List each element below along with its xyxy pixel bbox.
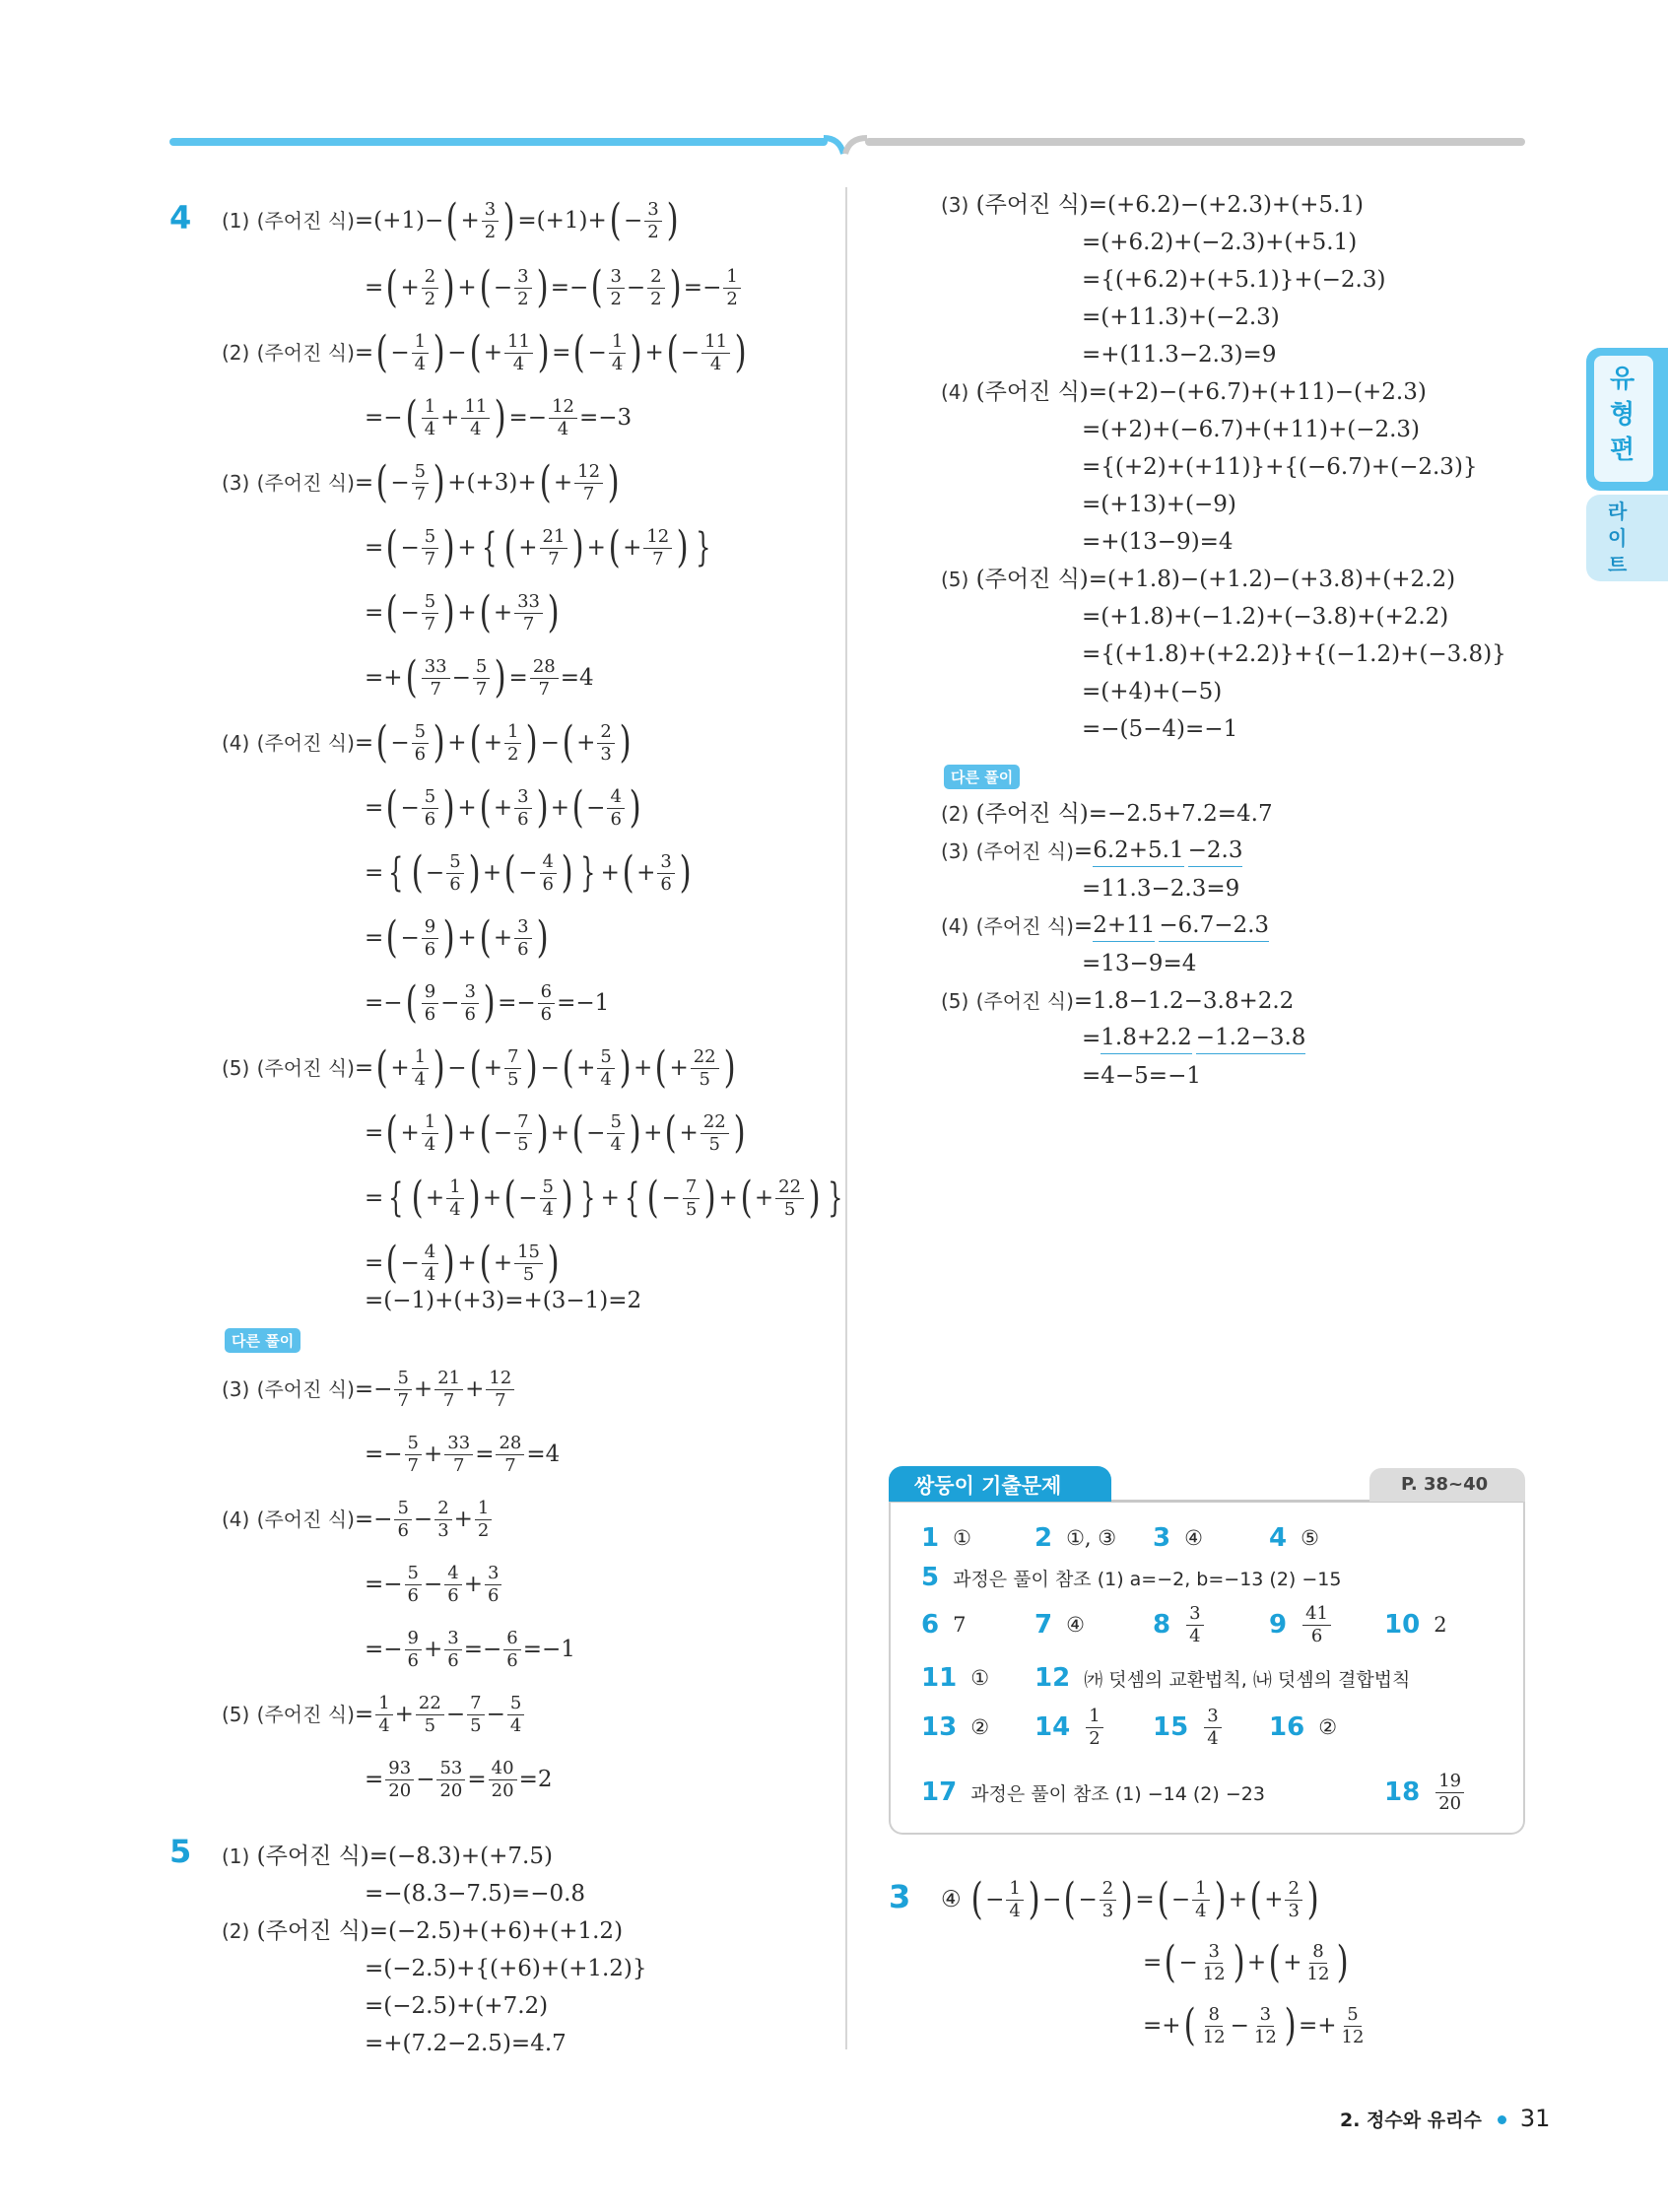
p4-1-line1: (1) (주어진 식) =(+1)− ( + $\frac{3}{2}$ ) =(+1)+ ( − $\frac{3}{2}$ ) — [222, 195, 679, 245]
p5-3-line2: =(+6.2)+(−2.3)+(+5.1) — [1082, 230, 1358, 255]
p4-4-line3: = { ( − $\frac{5}{6}$ ) + ( − $\frac{4}{6}$ ) } + ( + $\frac{3}{6}$ ) — [365, 847, 692, 898]
part-label: (1) — [222, 209, 250, 233]
part-label: (3) — [222, 471, 250, 495]
p4-2-line2: =− ( $\frac{1}{4}$ + $\frac{11}{4}$ ) =− $\frac{12}{4}$ =−3 — [365, 392, 633, 442]
sidebar-tab-type[interactable] — [1586, 348, 1668, 491]
answer-8: 8 $\frac{3}{4}$ — [1153, 1602, 1206, 1647]
answer-13: 13 ② — [921, 1712, 990, 1742]
p5-4-line1: (4) (주어진 식)=(+2)−(+6.7)+(+11)−(+2.3) — [941, 379, 1427, 405]
alt5-result: =2 — [518, 1767, 553, 1792]
p4-5-line1: (5) (주어진 식) = ( + $\frac{1}{4}$ ) − ( + $\frac{7}{5}$ ) − ( + $\frac{5}{4}$ ) + ( + $\frac{22}{5}$ ) — [222, 1042, 736, 1093]
exam-title: 쌍둥이 기출문제 — [914, 1474, 1062, 1498]
p5-2-line2: =(−2.5)+{(+6)+(+1.2)} — [365, 1956, 647, 1981]
exam-pages-tab — [1369, 1468, 1525, 1502]
alt4-result: =−1 — [522, 1637, 575, 1662]
exam-pages: P. 38~40 — [1401, 1474, 1489, 1495]
p5-2-line1: (2) (주어진 식)=(−2.5)+(+6)+(+1.2) — [222, 1918, 624, 1944]
p4-3-line4: =+ ( $\frac{33}{7}$ − $\frac{5}{7}$ ) = $\frac{28}{7}$ =4 — [365, 652, 594, 703]
p4-3-line3: = ( − $\frac{5}{7}$ ) + ( + $\frac{33}{7}$ ) — [365, 587, 560, 637]
p4-alt4-line2: =− $\frac{5}{6}$ − $\frac{4}{6}$ + $\frac{3}{6}$ — [365, 1553, 503, 1616]
p5-5-line5: =−(5−4)=−1 — [1082, 716, 1238, 742]
problem-5-number: 5 — [169, 1833, 192, 1870]
p5-1-line2: =−(8.3−7.5)=−0.8 — [365, 1881, 586, 1907]
p5-alt3-line2: =11.3−2.3=9 — [1082, 876, 1240, 902]
p4-5-line3: = { ( + $\frac{1}{4}$ ) + ( − $\frac{5}{4}$ ) } + { ( − $\frac{7}{5}$ ) + ( + $\frac{22}{5}$ ) } — [365, 1173, 843, 1223]
p5-alt5-line3: =4−5=−1 — [1082, 1063, 1201, 1089]
header-bar — [0, 128, 1668, 168]
p4-5-line5: =(−1)+(+3)=+(3−1)=2 — [365, 1288, 642, 1313]
sidebar-tab-light-label: 라이트 — [1608, 500, 1628, 576]
p5-alt3-line1: (3) (주어진 식) = 6.2+5.1 −2.3 — [941, 834, 1242, 869]
answer-5: 5 과정은 풀이 참조 (1) a=−2, b=−13 (2) −15 — [921, 1563, 1342, 1592]
p4-alt3-line1: (3) (주어진 식) =− $\frac{5}{7}$ + $\frac{21}{7}$ + $\frac{12}{7}$ — [222, 1358, 516, 1421]
p5-2-line4: =+(7.2−2.5)=4.7 — [365, 2031, 567, 2056]
p5-5-line4: =(+4)+(−5) — [1082, 679, 1223, 704]
footer-chapter: 2. 정수와 유리수 — [1340, 2110, 1482, 2131]
p5-3-line1: (3) (주어진 식)=(+6.2)−(+2.3)+(+5.1) — [941, 192, 1364, 218]
p4-3-line1: (3) (주어진 식) = ( − $\frac{5}{7}$ ) +(+3)+ ( + $\frac{12}{7}$ ) — [222, 457, 620, 507]
alt-solution-tag: 다른 풀이 — [944, 765, 1020, 789]
p4-5-line2: = ( + $\frac{1}{4}$ ) + ( − $\frac{7}{5}$ ) + ( − $\frac{5}{4}$ ) + ( + $\frac{22}{5}$ ) — [365, 1107, 746, 1158]
p4-alt5-line1: (5) (주어진 식) = $\frac{1}{4}$ + $\frac{22}{5}$ − $\frac{7}{5}$ − $\frac{5}{4}$ — [222, 1683, 526, 1746]
part-label: (5) — [222, 1056, 250, 1080]
p5-2-line3: =(−2.5)+(+7.2) — [365, 1993, 549, 2019]
alt-solution-tag: 다른 풀이 — [225, 1328, 300, 1353]
p5-alt5-line2: = 1.8+2.2 −1.2−3.8 — [1082, 1021, 1305, 1056]
answer-3: 3 ④ — [1153, 1523, 1203, 1553]
p4-5-line4: = ( − $\frac{4}{4}$ ) + ( + $\frac{15}{5}$ ) — [365, 1238, 560, 1288]
p3-line3: =+ ( $\frac{8}{12}$ − $\frac{3}{12}$ ) =+ $\frac{5}{12}$ — [1143, 2000, 1365, 2050]
p4-4-line1: (4) (주어진 식) = ( − $\frac{5}{6}$ ) + ( + $\frac{1}{2}$ ) − ( + $\frac{2}{3}$ ) — [222, 717, 632, 768]
given-label: (주어진 식) — [256, 1703, 355, 1726]
sidebar-tab-light[interactable] — [1586, 495, 1668, 581]
p4-1-line2: = ( + $\frac{2}{2}$ ) + ( − $\frac{3}{2}$ ) =− ( $\frac{3}{2}$ − $\frac{2}{2}$ ) =− $\frac{1}{2}$ — [365, 256, 743, 319]
answer-6: 6 7 — [921, 1610, 967, 1640]
p5-alt4-line1: (4) (주어진 식) = 2+11 −6.7−2.3 — [941, 908, 1269, 944]
answer-11: 11 ① — [921, 1663, 990, 1693]
answer-7: 7 ④ — [1034, 1610, 1085, 1640]
p4-alt4-line3: =− $\frac{9}{6}$ + $\frac{3}{6}$ =− $\frac{6}{6}$ =−1 — [365, 1627, 575, 1671]
p5-4-line5: =+(13−9)=4 — [1082, 529, 1234, 555]
given-label: (주어진 식) — [256, 1056, 355, 1080]
part-label: (2) — [222, 341, 250, 365]
answer-4: 4 ⑤ — [1269, 1523, 1319, 1553]
p5-4-line2: =(+2)+(−6.7)+(+11)+(−2.3) — [1082, 417, 1421, 442]
problem-3-number: 3 — [889, 1878, 911, 1915]
given-label: (주어진 식) — [256, 209, 355, 233]
answer-9: 9 $\frac{41}{6}$ — [1269, 1602, 1333, 1647]
answer-16: 16 ② — [1269, 1712, 1338, 1742]
p5-5-line2: =(+1.8)+(−1.2)+(−3.8)+(+2.2) — [1082, 604, 1449, 630]
answer-2: 2 ①, ③ — [1034, 1523, 1117, 1553]
sidebar-tab-type-label: 유형편 — [1610, 365, 1635, 465]
p4-alt5-line2: = $\frac{93}{20}$ − $\frac{53}{20}$ = $\frac{40}{20}$ =2 — [365, 1757, 553, 1801]
p4-alt3-line2: =− $\frac{5}{7}$ + $\frac{33}{7}$ = $\frac{28}{7}$ =4 — [365, 1432, 561, 1476]
p3-line1: ④ ( − $\frac{1}{4}$ ) − ( − $\frac{2}{3}$ ) = ( − $\frac{1}{4}$ ) + ( + $\frac{2}{3}$ ) — [941, 1874, 1319, 1924]
footer — [1340, 2105, 1550, 2132]
p5-3-line5: =+(11.3−2.3)=9 — [1082, 342, 1277, 368]
column-divider — [845, 187, 847, 2049]
choice-4: ④ — [941, 1887, 962, 1912]
p3-line2: = ( − $\frac{3}{12}$ ) + ( + $\frac{8}{12}$ ) — [1143, 1937, 1350, 1987]
p5-alt4-line2: =13−9=4 — [1082, 951, 1197, 976]
problem-4-number: 4 — [169, 199, 192, 236]
p5-4-line4: =(+13)+(−9) — [1082, 492, 1236, 517]
given-label: (주어진 식) — [256, 471, 355, 495]
answer-12: 12 ㈎ 덧셈의 교환법칙, ㈏ 덧셈의 결합법칙 — [1034, 1663, 1411, 1693]
p4-2-line1: (2) (주어진 식) = ( − $\frac{1}{4}$ ) − ( + $\frac{11}{4}$ ) = ( − $\frac{1}{4}$ ) + ( − $\frac{11}{4}$ ) — [222, 327, 747, 377]
p4-4-line4: = ( − $\frac{9}{6}$ ) + ( + $\frac{3}{6}$ ) — [365, 912, 549, 963]
given-label: (주어진 식) — [256, 1377, 355, 1401]
p4-3-line2: = ( − $\frac{5}{7}$ ) + { ( + $\frac{21}{7}$ ) + ( + $\frac{12}{7}$ ) } — [365, 522, 711, 572]
p4-4-line2: = ( − $\frac{5}{6}$ ) + ( + $\frac{3}{6}$ ) + ( − $\frac{4}{6}$ ) — [365, 782, 641, 833]
exam-title-tab — [889, 1466, 1111, 1502]
footer-dot-icon — [1498, 2115, 1506, 2124]
p5-alt5-line1: (5) (주어진 식) =1.8−1.2−3.8+2.2 — [941, 988, 1295, 1014]
p5-3-line4: =(+11.3)+(−2.3) — [1082, 304, 1280, 330]
answer-10: 10 2 — [1384, 1610, 1447, 1640]
answer-1: 1 ① — [921, 1523, 971, 1553]
p5-5-line3: ={(+1.8)+(+2.2)}+{(−1.2)+(−3.8)} — [1082, 641, 1506, 667]
p5-3-line3: ={(+6.2)+(+5.1)}+(−2.3) — [1082, 267, 1386, 293]
answer-17: 17 과정은 풀이 참조 (1) −14 (2) −23 — [921, 1777, 1265, 1807]
answer-15: 15 $\frac{3}{4}$ — [1153, 1705, 1224, 1750]
page-number: 31 — [1519, 2105, 1551, 2132]
given-label: (주어진 식) — [256, 731, 355, 755]
p5-5-line1: (5) (주어진 식)=(+1.8)−(+1.2)−(+3.8)+(+2.2) — [941, 567, 1456, 592]
answer-14: 14 $\frac{1}{2}$ — [1034, 1705, 1105, 1750]
given-label: (주어진 식) — [256, 341, 355, 365]
p5-4-line3: ={(+2)+(+11)}+{(−6.7)+(−2.3)} — [1082, 454, 1478, 480]
p5-alt2: (2) (주어진 식)=−2.5+7.2=4.7 — [941, 801, 1273, 827]
part-label: (4) — [222, 731, 250, 755]
p4-4-line5: =− ( $\frac{9}{6}$ − $\frac{3}{6}$ ) =− $\frac{6}{6}$ =−1 — [365, 977, 610, 1028]
given-label: (주어진 식) — [256, 1508, 355, 1531]
p4-alt4-line1: (4) (주어진 식) =− $\frac{5}{6}$ − $\frac{2}{3}$ + $\frac{1}{2}$ — [222, 1488, 494, 1551]
p5-1-line1: (1) (주어진 식)=(−8.3)+(+7.5) — [222, 1843, 553, 1869]
answer-18: 18 $\frac{19}{20}$ — [1384, 1770, 1466, 1815]
